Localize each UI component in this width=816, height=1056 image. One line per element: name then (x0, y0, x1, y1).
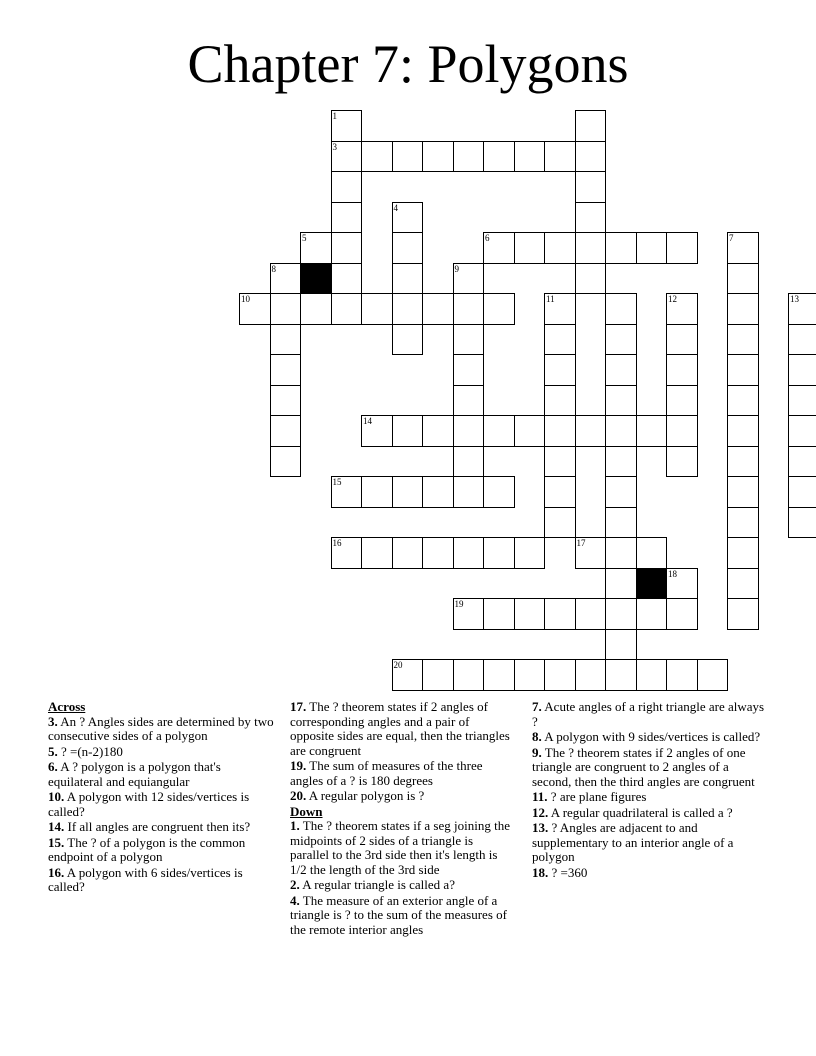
crossword-cell[interactable] (514, 415, 546, 447)
crossword-cell[interactable] (666, 659, 698, 691)
crossword-cell[interactable] (605, 476, 637, 508)
crossword-cell[interactable] (514, 537, 546, 569)
crossword-cell[interactable] (605, 537, 637, 569)
clue-item-text: A regular triangle is called a? (299, 877, 455, 892)
clue-number: 14 (363, 416, 372, 426)
clue-item (48, 760, 274, 789)
crossword-cell[interactable] (636, 659, 668, 691)
crossword-cell[interactable] (575, 232, 607, 264)
clue-item-text: ? =(n-2)180 (57, 743, 123, 759)
crossword-cell[interactable] (453, 598, 485, 630)
crossword-cell[interactable] (544, 507, 576, 539)
crossword-cell[interactable] (544, 232, 576, 264)
crossword-black-cell (300, 263, 332, 295)
crossword-cell[interactable] (544, 446, 576, 478)
crossword-cell[interactable] (361, 141, 393, 173)
crossword-cell[interactable] (483, 232, 515, 264)
crossword-cell[interactable] (544, 598, 576, 630)
crossword-cell[interactable] (788, 385, 816, 417)
crossword-cell[interactable] (270, 446, 302, 478)
crossword-cell[interactable] (483, 659, 515, 691)
crossword-cell[interactable] (544, 141, 576, 173)
crossword-cell[interactable] (422, 415, 454, 447)
crossword-cell[interactable] (605, 659, 637, 691)
clue-item-number: 1. (290, 818, 300, 833)
clue-item (290, 894, 514, 938)
crossword-cell[interactable] (605, 507, 637, 539)
clue-item (48, 820, 274, 835)
clue-item-text: ? are plane figures (547, 789, 647, 804)
clue-item-number: 20. (290, 788, 307, 803)
clue-item-number: 5. (48, 743, 58, 759)
crossword-cell[interactable] (788, 476, 816, 508)
clue-item-text: The ? of a polygon is the common endpoint of a polygon (48, 834, 246, 864)
clue-number: 3 (332, 141, 337, 152)
crossword-cell[interactable] (453, 354, 485, 386)
crossword-cell[interactable] (575, 537, 607, 569)
crossword-cell[interactable] (239, 293, 271, 325)
crossword-cell[interactable] (636, 598, 668, 630)
crossword-black-cell (636, 568, 668, 600)
clue-item-text: The measure of an exterior angle of a triangle is ? to the sum of the measures of the remote interior angles (290, 892, 507, 937)
clue-item-number: 14. (48, 819, 65, 834)
clue-item-text: A ? polygon is a polygon that's equilateral and equiangular (48, 759, 221, 789)
clue-item (48, 866, 274, 895)
crossword-cell[interactable] (544, 293, 576, 325)
clue-item (290, 759, 514, 788)
crossword-cell[interactable] (483, 537, 515, 569)
crossword-cell[interactable] (575, 659, 607, 691)
crossword-cell[interactable] (605, 598, 637, 630)
clue-item-text: Acute angles of a right triangle are always ? (532, 699, 765, 729)
clue-item-text: ? =360 (548, 864, 588, 880)
clue-number: 20 (393, 660, 403, 670)
crossword-cell[interactable] (331, 263, 363, 295)
clue-item-number: 8. (532, 729, 542, 744)
crossword-cell[interactable] (666, 354, 698, 386)
crossword-cell[interactable] (727, 476, 759, 508)
clue-item (532, 866, 768, 881)
crossword-cell[interactable] (392, 141, 424, 173)
crossword-cell[interactable] (727, 537, 759, 569)
crossword-cell[interactable] (361, 415, 393, 447)
crossword-cell[interactable] (544, 385, 576, 417)
crossword-cell[interactable] (727, 293, 759, 325)
crossword-cell[interactable] (483, 476, 515, 508)
clue-number: 8 (271, 263, 276, 274)
crossword-cell[interactable] (605, 324, 637, 356)
crossword-cell[interactable] (727, 232, 759, 264)
across-heading: Across (48, 699, 86, 714)
clue-item-number: 18. (532, 864, 549, 880)
crossword-cell[interactable] (483, 415, 515, 447)
crossword-cell[interactable] (788, 507, 816, 539)
clue-item (290, 789, 514, 804)
crossword-cell[interactable] (361, 293, 393, 325)
crossword-cell[interactable] (331, 232, 363, 264)
crossword-cell[interactable] (422, 476, 454, 508)
crossword-cell[interactable] (666, 446, 698, 478)
clue-item (48, 790, 274, 819)
crossword-cell[interactable] (453, 385, 485, 417)
crossword-cell[interactable] (392, 293, 424, 325)
crossword-cell[interactable] (514, 232, 546, 264)
crossword-cell[interactable] (483, 598, 515, 630)
crossword-cell[interactable] (605, 568, 637, 600)
clue-number: 7 (729, 233, 734, 243)
down-heading: Down (290, 803, 323, 819)
crossword-cell[interactable] (270, 354, 302, 386)
crossword-cell[interactable] (544, 324, 576, 356)
crossword-cell[interactable] (422, 141, 454, 173)
crossword-cell[interactable] (544, 354, 576, 386)
clue-number: 9 (454, 263, 459, 274)
crossword-cell[interactable] (575, 110, 607, 142)
crossword-cell[interactable] (392, 263, 424, 295)
crossword-cell[interactable] (361, 537, 393, 569)
crossword-cell[interactable] (453, 476, 485, 508)
crossword-cell[interactable] (392, 659, 424, 691)
clue-number: 18 (668, 568, 677, 579)
crossword-cell[interactable] (270, 385, 302, 417)
crossword-cell[interactable] (605, 629, 637, 661)
crossword-cell[interactable] (636, 415, 668, 447)
clue-number: 16 (332, 538, 342, 548)
down-clues-column (532, 700, 768, 881)
crossword-cell[interactable] (514, 598, 546, 630)
clue-item (290, 878, 514, 893)
clue-item-text: If all angles are congruent then its? (64, 819, 251, 834)
crossword-cell[interactable] (727, 354, 759, 386)
crossword-cell[interactable] (727, 415, 759, 447)
crossword-cell[interactable] (727, 324, 759, 356)
crossword-cell[interactable] (392, 232, 424, 264)
clue-item-number: 7. (532, 699, 542, 714)
crossword-cell[interactable] (788, 324, 816, 356)
crossword-cell[interactable] (422, 659, 454, 691)
crossword-cell[interactable] (544, 659, 576, 691)
crossword-cell[interactable] (483, 293, 515, 325)
across-clue-list (48, 715, 274, 895)
clue-item-text: The ? theorem states if 2 angles of one triangle are congruent to 2 angles of a second, then the third angles are congruent (532, 744, 755, 789)
clue-item (532, 790, 768, 805)
crossword-cell[interactable] (331, 110, 363, 142)
crossword-cell[interactable] (392, 537, 424, 569)
crossword-cell[interactable] (453, 446, 485, 478)
clue-item (290, 700, 514, 758)
middle-clues-column (290, 700, 514, 938)
crossword-cell[interactable] (331, 141, 363, 173)
crossword-cell[interactable] (453, 324, 485, 356)
crossword-cell[interactable] (331, 171, 363, 203)
clue-item-number: 6. (48, 759, 58, 774)
crossword-cell[interactable] (666, 293, 698, 325)
crossword-cell[interactable] (575, 263, 607, 295)
crossword-cell[interactable] (788, 354, 816, 386)
clue-item-text: The ? theorem states if 2 angles of corresponding angles and a pair of opposite sides are equal, then the triangles are congruent (290, 699, 510, 758)
clue-item-number: 12. (532, 804, 549, 820)
clue-item-text: ? Angles are adjacent to and supplementary to an interior angle of a polygon (532, 820, 734, 864)
clue-item (48, 836, 274, 865)
crossword-cell[interactable] (453, 659, 485, 691)
crossword-cell[interactable] (605, 354, 637, 386)
crossword-cell[interactable] (331, 202, 363, 234)
clue-item (532, 806, 768, 821)
crossword-cell[interactable] (453, 415, 485, 447)
crossword-cell[interactable] (392, 415, 424, 447)
crossword-cell[interactable] (361, 476, 393, 508)
clue-item-number: 11. (532, 789, 548, 804)
crossword-cell[interactable] (575, 598, 607, 630)
crossword-cell[interactable] (514, 141, 546, 173)
crossword-cell[interactable] (392, 476, 424, 508)
crossword-cell[interactable] (788, 446, 816, 478)
crossword-cell[interactable] (727, 568, 759, 600)
crossword-cell[interactable] (727, 385, 759, 417)
crossword-cell[interactable] (514, 659, 546, 691)
crossword-cell[interactable] (605, 415, 637, 447)
crossword-cell[interactable] (727, 598, 759, 630)
clue-number: 10 (241, 294, 250, 304)
across-clues-column (48, 700, 274, 896)
clue-item-number: 10. (48, 789, 65, 804)
page-title: Chapter 7: Polygons (187, 34, 629, 94)
crossword-cell[interactable] (605, 232, 637, 264)
crossword-cell[interactable] (636, 232, 668, 264)
crossword-cell[interactable] (270, 263, 302, 295)
crossword-cell[interactable] (453, 263, 485, 295)
clue-item-text: A polygon with 12 sides/vertices is called? (48, 789, 250, 819)
crossword-cell[interactable] (727, 263, 759, 295)
crossword-cell[interactable] (422, 293, 454, 325)
clue-number: 6 (485, 233, 490, 243)
crossword-cell[interactable] (666, 568, 698, 600)
crossword-cell[interactable] (666, 385, 698, 417)
crossword-cell[interactable] (575, 415, 607, 447)
crossword-cell[interactable] (666, 232, 698, 264)
crossword-cell[interactable] (727, 507, 759, 539)
clue-item-number: 15. (48, 834, 65, 850)
clue-number: 19 (454, 599, 464, 609)
clue-item (532, 821, 768, 865)
crossword-cell[interactable] (300, 232, 332, 264)
crossword-cell[interactable] (666, 324, 698, 356)
crossword-cell[interactable] (483, 141, 515, 173)
crossword-cell[interactable] (575, 171, 607, 203)
clue-item-number: 16. (48, 864, 65, 880)
crossword-cell[interactable] (544, 415, 576, 447)
crossword-cell[interactable] (331, 293, 363, 325)
crossword-cell[interactable] (788, 293, 816, 325)
clue-item-number: 13. (532, 820, 549, 835)
across-clue-list-continued (290, 700, 514, 804)
crossword-cell[interactable] (605, 446, 637, 478)
clue-item-number: 3. (48, 713, 58, 729)
crossword-cell[interactable] (453, 537, 485, 569)
clue-item-text: A regular quadrilateral is called a ? (548, 804, 733, 820)
crossword-cell[interactable] (270, 415, 302, 447)
crossword-cell[interactable] (788, 415, 816, 447)
clue-item (532, 730, 768, 745)
crossword-cell[interactable] (300, 293, 332, 325)
clue-number: 13 (790, 294, 799, 304)
crossword-cell[interactable] (392, 324, 424, 356)
clue-item-text: An ? Angles sides are determined by two consecutive sides of a polygon (48, 713, 274, 743)
clue-item-text: The ? theorem states if a seg joining the midpoints of 2 sides of a triangle is parallel to the 3rd side then it's length is 1/2 the length of the 3rd side (290, 818, 510, 877)
clue-item (48, 715, 274, 744)
clue-number: 4 (393, 202, 398, 213)
clue-item-text: A regular polygon is ? (306, 788, 425, 803)
clue-item-number: 2. (290, 877, 300, 892)
clue-number: 11 (546, 294, 555, 304)
crossword-cell[interactable] (544, 476, 576, 508)
clue-item (290, 819, 514, 877)
clue-item-number: 17. (290, 699, 307, 714)
clue-number: 5 (302, 233, 307, 243)
crossword-cell[interactable] (666, 415, 698, 447)
clue-number: 17 (576, 538, 586, 548)
down-clue-list-continued (532, 700, 768, 880)
crossword-cell[interactable] (697, 659, 729, 691)
crossword-cell[interactable] (575, 202, 607, 234)
crossword-cell[interactable] (422, 537, 454, 569)
crossword-cell[interactable] (636, 537, 668, 569)
crossword-cell[interactable] (605, 385, 637, 417)
clue-item-text: The sum of measures of the three angles of a ? is 180 degrees (290, 758, 483, 788)
clue-item-number: 19. (290, 758, 307, 773)
crossword-cell[interactable] (575, 141, 607, 173)
clue-item (532, 700, 768, 729)
crossword-cell[interactable] (331, 476, 363, 508)
crossword-cell[interactable] (605, 293, 637, 325)
clue-item (532, 746, 768, 790)
crossword-cell[interactable] (270, 293, 302, 325)
crossword-cell[interactable] (453, 141, 485, 173)
clue-number: 1 (332, 111, 337, 121)
crossword-cell[interactable] (331, 537, 363, 569)
clue-item-text: A polygon with 9 sides/vertices is called? (541, 729, 761, 744)
crossword-cell[interactable] (727, 446, 759, 478)
crossword-cell[interactable] (666, 598, 698, 630)
clue-item-number: 9. (532, 744, 542, 760)
crossword-cell[interactable] (270, 324, 302, 356)
crossword-cell[interactable] (392, 202, 424, 234)
clue-number: 12 (668, 294, 677, 304)
clue-item-number: 4. (290, 892, 300, 908)
crossword-cell[interactable] (453, 293, 485, 325)
down-clue-list (290, 819, 514, 937)
clue-item (48, 745, 274, 760)
clue-item-text: A polygon with 6 sides/vertices is called? (48, 864, 243, 894)
clue-number: 15 (332, 477, 342, 487)
